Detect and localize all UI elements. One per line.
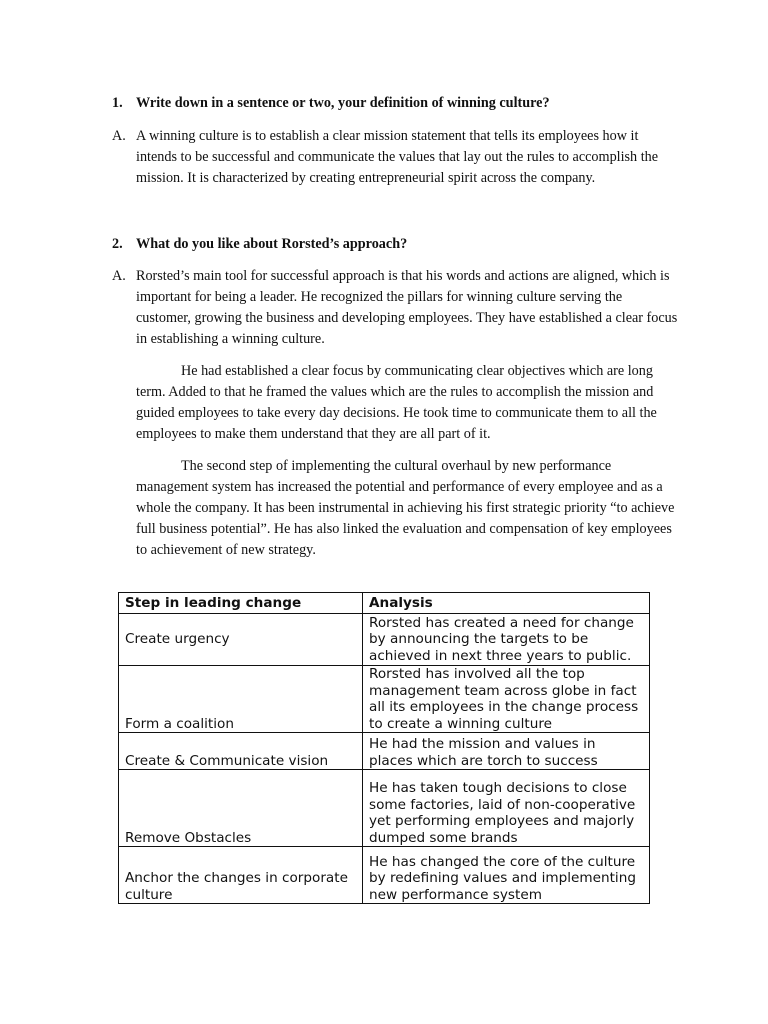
answer-2-paragraph <box>136 456 681 561</box>
table-row <box>119 770 650 847</box>
answer-1 <box>112 126 678 189</box>
question-text: Write down in a sentence or two, your definition of winning culture? <box>136 95 550 111</box>
question-text: What do you like about Rorsted’s approach? <box>136 236 408 252</box>
table-row <box>119 614 650 666</box>
step-cell: Remove Obstacles <box>119 770 363 847</box>
table-row <box>119 733 650 770</box>
answer-label: A. <box>112 268 126 284</box>
step-cell: Create urgency <box>119 614 363 666</box>
table-row <box>119 666 650 733</box>
question-number: 2. <box>112 236 123 252</box>
step-cell: Anchor the changes in corporate culture <box>119 847 363 904</box>
table-header-row <box>119 593 650 614</box>
question-number: 1. <box>112 95 123 111</box>
paragraph-text: He had established a clear focus by communicating clear objectives which are long term. Added to that he framed the values which are the rules to accomplish the mission and guided employees to take every day decisions. He took time to communicate them to all the employees to make them understand that they are all part of it. <box>136 363 657 442</box>
answer-label: A. <box>112 128 126 144</box>
answer-2 <box>112 266 678 350</box>
answer-2-paragraph <box>136 361 681 445</box>
analysis-cell: Rorsted has involved all the top management team across globe in fact all its employees in the change process to create a winning culture <box>363 666 650 733</box>
answer-text: Rorsted’s main tool for successful approach is that his words and actions are aligned, which is important for being a leader. He recognized the pillars for winning culture serving the customer, growing the business and developing employees. They have established a clear focus in establishing a winning culture. <box>136 268 678 347</box>
step-cell: Form a coalition <box>119 666 363 733</box>
paragraph-text: The second step of implementing the cultural overhaul by new performance management system has increased the potential and performance of every employee and as a whole the company. It has been instrumental in achieving his first strategic priority “to achieve full business potential”. He has also linked the evaluation and compensation of key employees to achievement of new strategy. <box>136 458 675 558</box>
change-steps-table <box>118 592 650 904</box>
analysis-cell: He has changed the core of the culture by redefining values and implementing new performance system <box>363 847 650 904</box>
answer-text: A winning culture is to establish a clear mission statement that tells its employees how it intends to be successful and communicate the values that lay out the rules to accomplish the mission. It is characterized by creating entrepreneurial spirit across the company. <box>136 128 659 186</box>
column-header: Analysis <box>363 593 650 614</box>
analysis-cell: He had the mission and values in places which are torch to success <box>363 733 650 770</box>
step-cell: Create & Communicate vision <box>119 733 363 770</box>
analysis-cell: Rorsted has created a need for change by announcing the targets to be achieved in next three years to public. <box>363 614 650 666</box>
column-header: Step in leading change <box>119 593 363 614</box>
analysis-cell: He has taken tough decisions to close some factories, laid of non-cooperative yet performing employees and majorly dumped some brands <box>363 770 650 847</box>
table-row <box>119 847 650 904</box>
